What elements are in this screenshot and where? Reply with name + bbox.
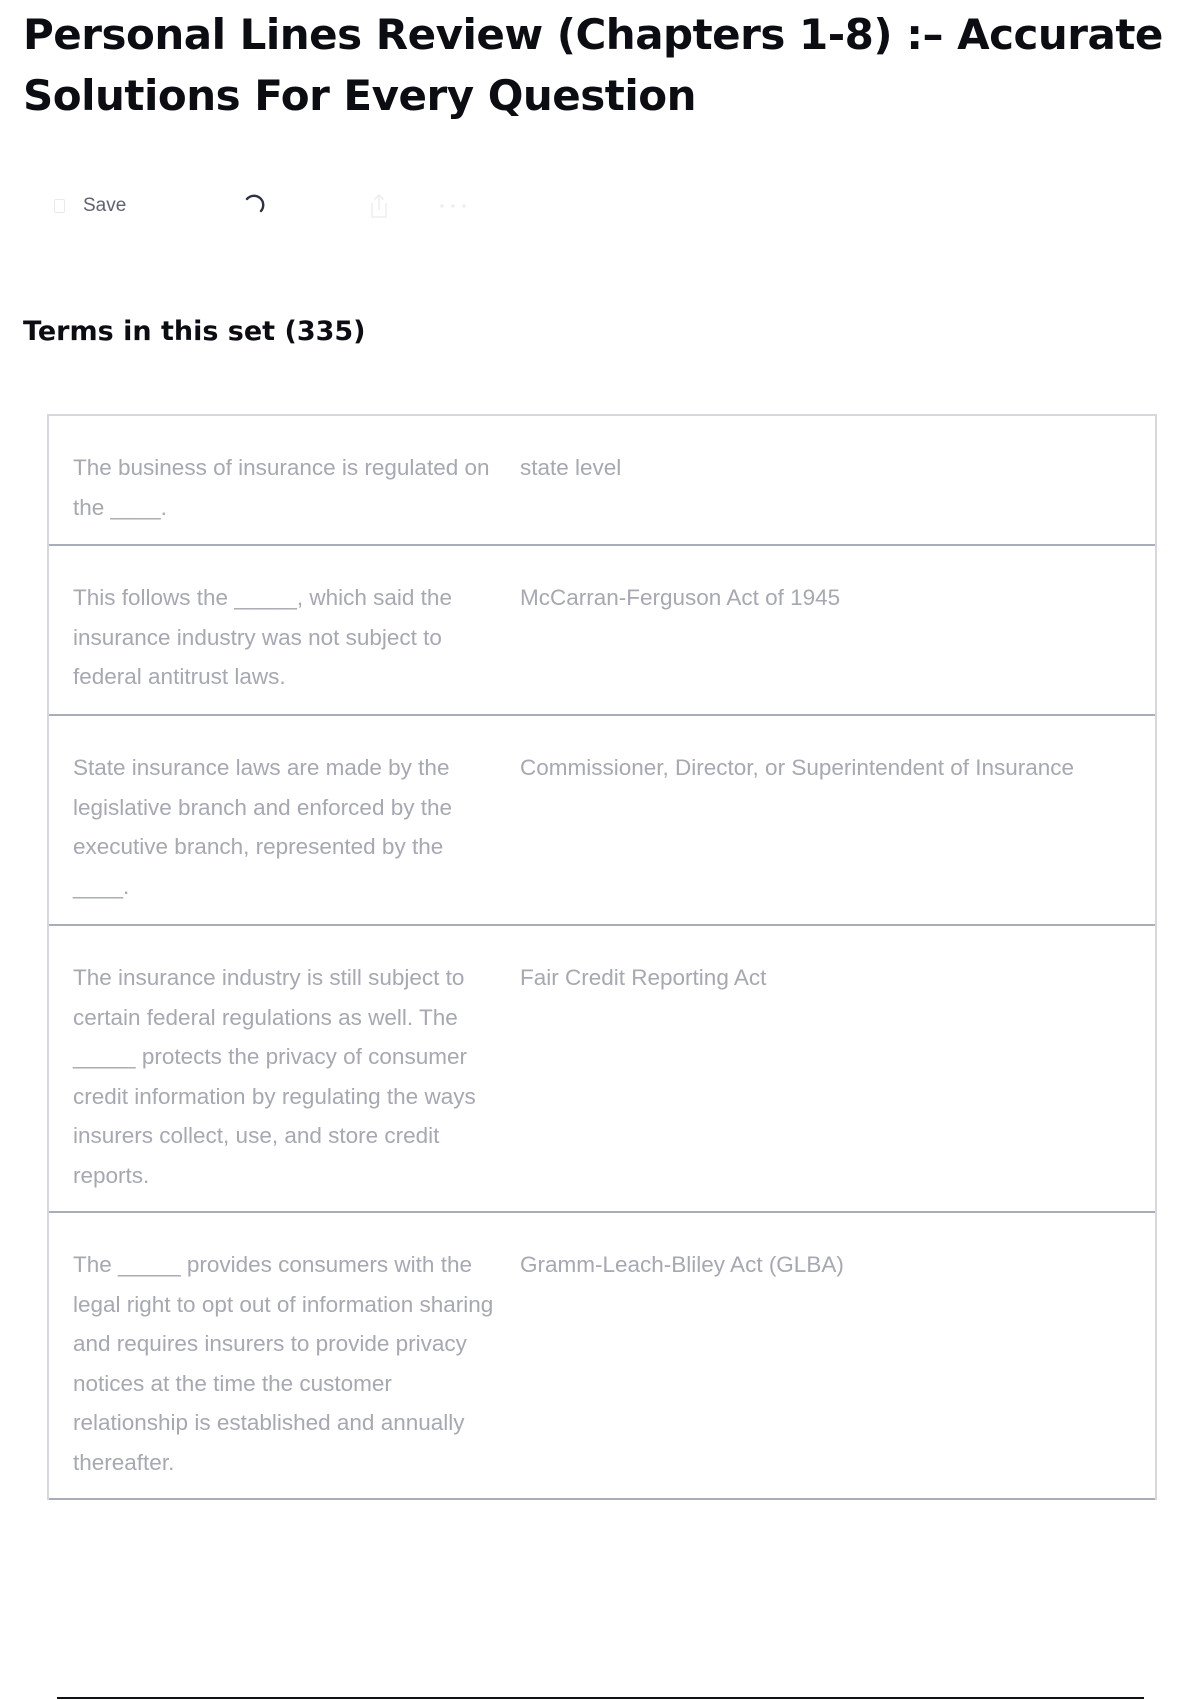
term-text: State insurance laws are made by the legislative branch and enforced by the executive branch, represented by the ____. (73, 755, 452, 899)
share-icon (366, 191, 392, 221)
page-title: Personal Lines Review (Chapters 1-8) :– Accurate Solutions For Every Question (23, 10, 1163, 120)
save-label: Save (83, 195, 127, 216)
term-row[interactable] (49, 926, 1155, 1213)
loading-spinner-icon (242, 193, 268, 219)
term-row[interactable] (49, 716, 1155, 926)
term-text: This follows the _____, which said the insurance industry was not subject to federal antitrust laws. (73, 585, 452, 689)
footer-divider (57, 1697, 1144, 1699)
definition-text: Fair Credit Reporting Act (520, 965, 767, 990)
definition-text: Commissioner, Director, or Superintendent of Insurance (520, 755, 1075, 780)
terms-list (47, 414, 1157, 1500)
save-button[interactable] (54, 188, 126, 224)
more-options-button[interactable] (438, 188, 468, 224)
terms-count-heading: Terms in this set (335) (23, 316, 366, 347)
definition-text: state level (520, 455, 622, 480)
term-text: The _____ provides consumers with the legal right to opt out of information sharing and requires insurers to provide privacy notices at the time the customer relationship is established and annually thereafter. (73, 1252, 494, 1475)
term-row[interactable] (49, 1213, 1155, 1500)
more-options-icon (438, 201, 468, 211)
definition-text: Gramm-Leach-Bliley Act (GLBA) (520, 1252, 844, 1277)
set-toolbar (54, 188, 494, 224)
bookmark-icon (54, 199, 65, 213)
loading-indicator (242, 188, 268, 224)
term-row[interactable] (49, 546, 1155, 716)
definition-text: McCarran-Ferguson Act of 1945 (520, 585, 841, 610)
term-text: The insurance industry is still subject to certain federal regulations as well. The _____ protects the privacy of consumer credit information by regulating the ways insurers collect, use, and store credit reports. (73, 965, 476, 1188)
term-row[interactable] (49, 416, 1155, 546)
term-text: The business of insurance is regulated on the ____. (73, 455, 490, 520)
share-button[interactable] (366, 188, 392, 224)
